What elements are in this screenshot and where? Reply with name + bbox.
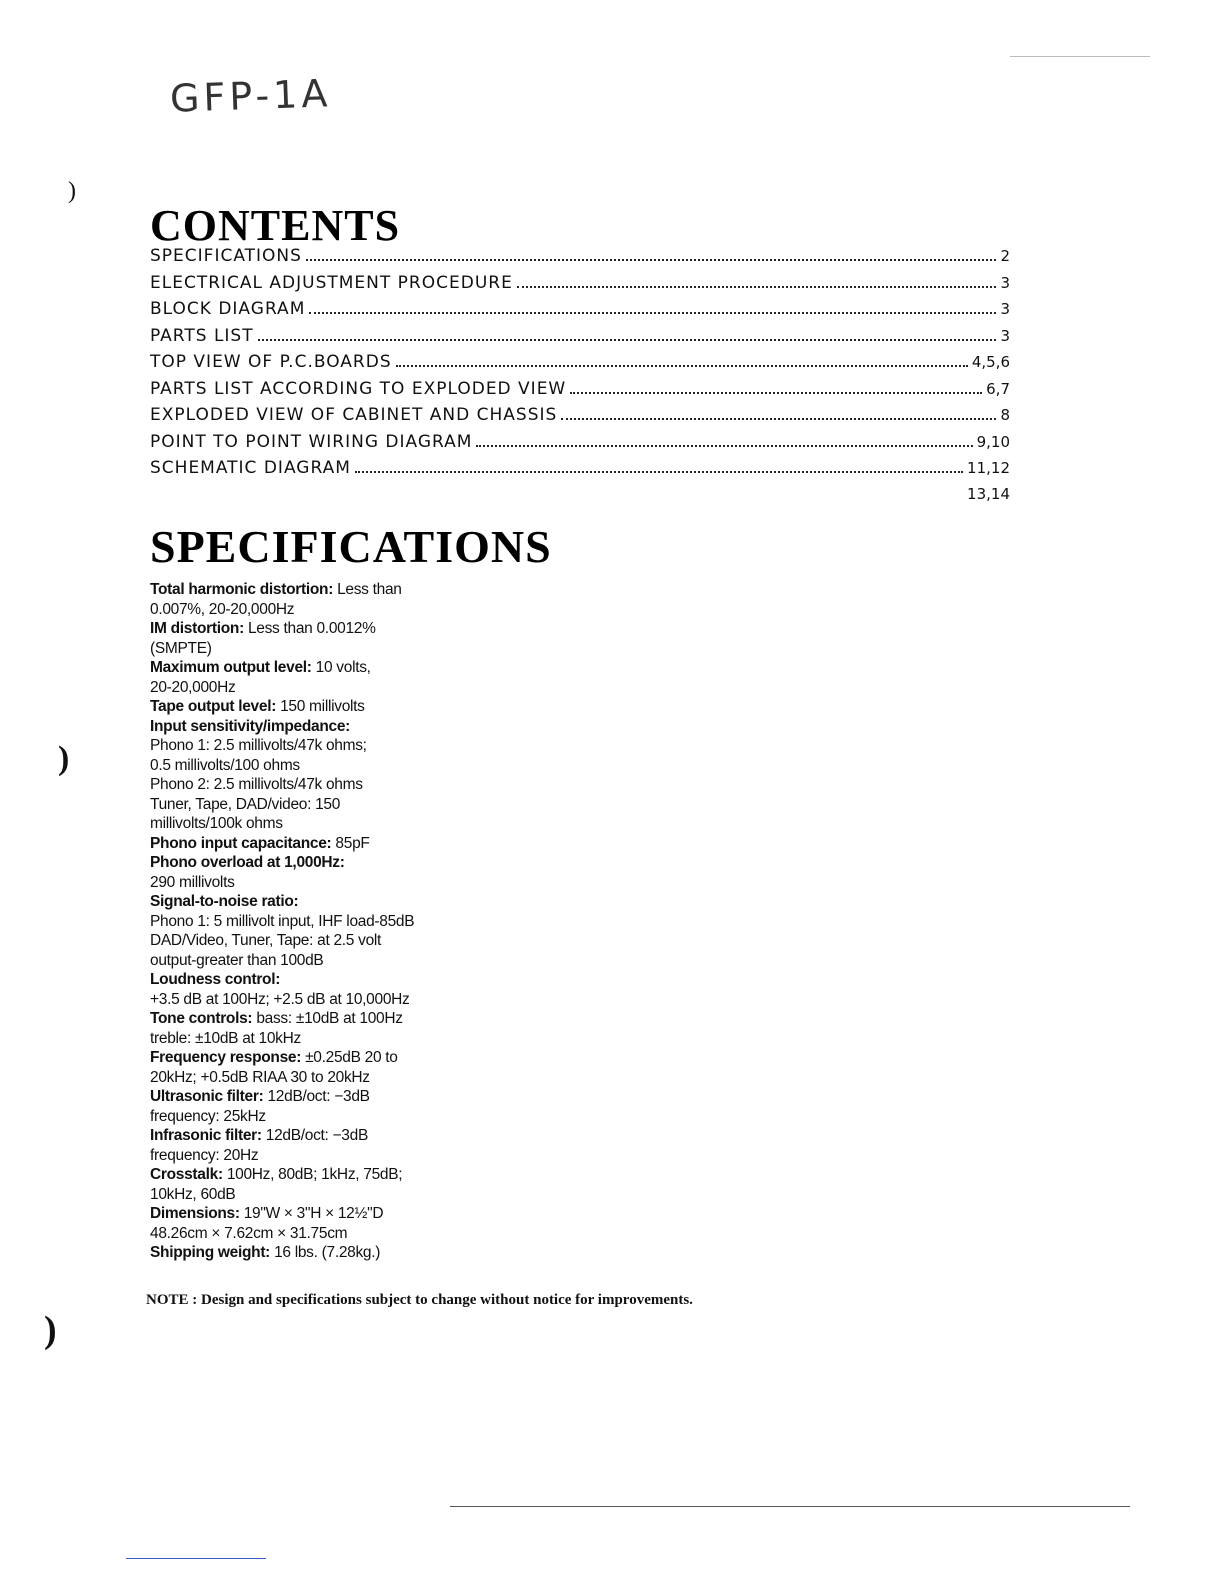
- spec-label: Phono input capacitance:: [150, 834, 332, 852]
- toc-page: 3: [1000, 273, 1010, 292]
- contents-list: [150, 246, 1010, 511]
- toc-entry: [150, 405, 1010, 432]
- spec-label: Tape output level:: [150, 698, 277, 715]
- toc-page: 8: [1000, 406, 1010, 424]
- spec-label: Frequency response:: [150, 1049, 302, 1066]
- toc-entry: [150, 352, 1010, 379]
- toc-page: 3: [1000, 326, 1010, 345]
- spec-entry: [150, 834, 470, 854]
- toc-label: SPECIFICATIONS: [150, 246, 302, 266]
- spec-value: 290 millivolts: [150, 873, 235, 891]
- spec-value: output-greater than 100dB: [150, 951, 324, 969]
- spec-entry: [150, 1009, 470, 1048]
- toc-page: 6,7: [986, 379, 1010, 398]
- toc-label: POINT TO POINT WIRING DIAGRAM: [150, 431, 473, 452]
- spec-value: 150 millivolts: [280, 698, 365, 715]
- spec-value: Tuner, Tape, DAD/video: 150: [150, 795, 341, 813]
- scan-mark: ): [58, 740, 70, 777]
- toc-leader: [355, 471, 963, 473]
- spec-value: DAD/Video, Tuner, Tape: at 2.5 volt: [150, 932, 382, 949]
- toc-leader: [476, 445, 972, 447]
- toc-entry: [150, 432, 1010, 459]
- spec-value: 100Hz, 80dB; 1kHz, 75dB;: [226, 1166, 403, 1183]
- spec-label: Maximum output level:: [150, 659, 312, 676]
- spec-value: 12dB/oct: −3dB: [267, 1088, 370, 1105]
- spec-value: 10kHz, 60dB: [150, 1185, 236, 1203]
- spec-value: Less than: [337, 581, 402, 598]
- spec-value: Phono 1: 2.5 millivolts/47k ohms;: [150, 737, 367, 754]
- spec-entry: [150, 1048, 470, 1087]
- spec-value: frequency: 20Hz: [150, 1146, 259, 1164]
- spec-value: 12dB/oct: −3dB: [265, 1127, 368, 1144]
- spec-entry: [150, 1243, 470, 1263]
- toc-entry: [150, 273, 1010, 300]
- scan-mark: ): [44, 1309, 57, 1351]
- spec-value: +3.5 dB at 100Hz; +2.5 dB at 10,000Hz: [150, 990, 410, 1008]
- specifications-heading: SPECIFICATIONS: [150, 521, 552, 572]
- toc-page-extra: 13,14: [967, 484, 1010, 503]
- toc-page: 11,12: [967, 459, 1010, 477]
- spec-entry: [150, 717, 470, 834]
- toc-entry: [150, 246, 1010, 273]
- spec-entry: [150, 892, 470, 970]
- toc-label: TOP VIEW OF P.C.BOARDS: [150, 352, 392, 372]
- toc-leader: [570, 392, 982, 394]
- toc-label: EXPLODED VIEW OF CABINET AND CHASSIS: [150, 405, 558, 425]
- spec-value: 16 lbs. (7.28kg.): [274, 1244, 381, 1261]
- spec-entry: [150, 970, 470, 1009]
- spec-label: Dimensions:: [150, 1205, 240, 1222]
- spec-label: Phono overload at 1,000Hz:: [150, 854, 345, 871]
- spec-value: 48.26cm × 7.62cm × 31.75cm: [150, 1224, 348, 1242]
- contents-heading: CONTENTS: [150, 201, 401, 250]
- spec-value: Less than 0.0012%: [247, 620, 376, 637]
- spec-entry: [150, 580, 470, 619]
- toc-label: ELECTRICAL ADJUSTMENT PROCEDURE: [150, 272, 513, 293]
- spec-entry: [150, 697, 470, 717]
- spec-value: 0.007%, 20-20,000Hz: [150, 600, 295, 618]
- toc-entry: [150, 485, 1010, 512]
- spec-value: millivolts/100k ohms: [150, 815, 283, 832]
- spec-label: Total harmonic distortion:: [150, 581, 334, 598]
- toc-label: PARTS LIST: [150, 325, 254, 346]
- toc-label: PARTS LIST ACCORDING TO EXPLODED VIEW: [150, 378, 567, 399]
- spec-value: treble: ±10dB at 10kHz: [150, 1029, 301, 1047]
- spec-value: 20kHz; +0.5dB RIAA 30 to 20kHz: [150, 1068, 370, 1086]
- spec-value: ±0.25dB 20 to: [305, 1049, 398, 1066]
- spec-entry: [150, 658, 470, 697]
- toc-leader: [517, 286, 997, 288]
- footnote: NOTE : Design and specifications subject to change without notice for improvements.: [146, 1292, 693, 1308]
- toc-page: 3: [1000, 300, 1010, 318]
- toc-page: 4,5,6: [971, 353, 1010, 371]
- spec-label: Tone controls:: [150, 1010, 253, 1027]
- spec-entry: [150, 853, 470, 892]
- spec-entry: [150, 1204, 470, 1243]
- toc-leader: [258, 339, 997, 341]
- spec-value: 19"W × 3"H × 12½"D: [243, 1205, 384, 1222]
- spec-value: 20-20,000Hz: [150, 678, 236, 696]
- spec-value: Phono 1: 5 millivolt input, IHF load-85dB: [150, 912, 415, 930]
- spec-value: bass: ±10dB at 100Hz: [256, 1010, 403, 1027]
- spec-label: Crosstalk:: [150, 1166, 223, 1183]
- spec-label: Infrasonic filter:: [150, 1127, 262, 1144]
- spec-label: Shipping weight:: [150, 1244, 271, 1261]
- spec-label: Ultrasonic filter:: [150, 1088, 264, 1105]
- spec-label: Loudness control:: [150, 971, 281, 988]
- specifications-list: [150, 580, 470, 1263]
- spec-value: Phono 2: 2.5 millivolts/47k ohms: [150, 776, 363, 793]
- spec-label: Input sensitivity/impedance:: [150, 717, 351, 735]
- toc-page: 9,10: [976, 432, 1010, 451]
- scan-mark: ): [68, 178, 76, 204]
- spec-value: 10 volts,: [315, 659, 371, 676]
- toc-entry: [150, 379, 1010, 406]
- toc-entry: [150, 299, 1010, 326]
- spec-entry: [150, 1087, 470, 1126]
- spec-value: 0.5 millivolts/100 ohms: [150, 756, 300, 774]
- toc-entry: [150, 458, 1010, 485]
- toc-label: BLOCK DIAGRAM: [150, 299, 306, 319]
- handwritten-model-note: GFP-1A: [169, 71, 332, 121]
- toc-entry: [150, 326, 1010, 353]
- scan-rule: [1010, 56, 1150, 57]
- spec-value: (SMPTE): [150, 639, 212, 657]
- spec-entry: [150, 619, 470, 658]
- spec-label: Signal-to-noise ratio:: [150, 893, 299, 910]
- spec-label: IM distortion:: [150, 620, 244, 637]
- toc-leader: [309, 312, 996, 314]
- toc-leader: [306, 259, 997, 261]
- spec-entry: [150, 1126, 470, 1165]
- toc-leader: [396, 365, 968, 367]
- toc-label: SCHEMATIC DIAGRAM: [150, 458, 351, 478]
- spec-entry: [150, 1165, 470, 1204]
- spec-value: frequency: 25kHz: [150, 1107, 266, 1125]
- scan-rule: [126, 1558, 266, 1559]
- toc-page: 2: [1000, 247, 1010, 265]
- scan-rule: [450, 1506, 1130, 1507]
- toc-leader: [561, 418, 996, 420]
- spec-value: 85pF: [335, 834, 370, 852]
